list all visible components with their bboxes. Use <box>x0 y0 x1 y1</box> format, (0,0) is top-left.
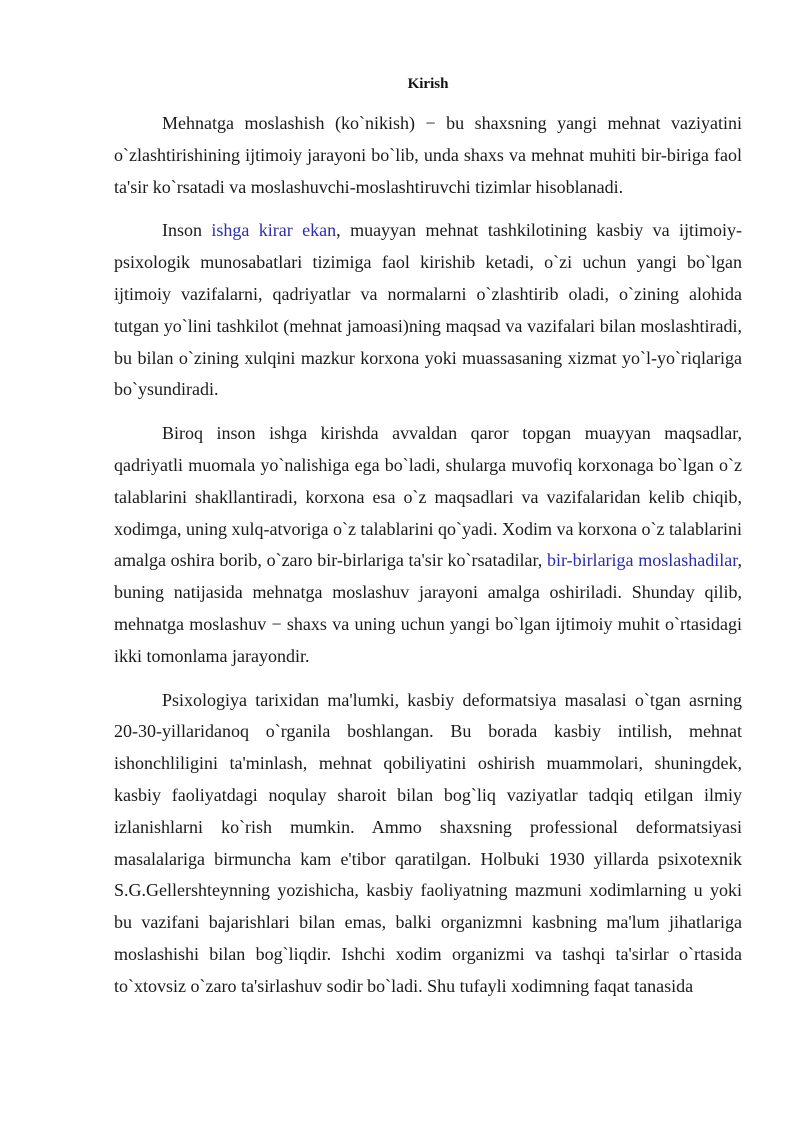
paragraph-2 <box>114 215 742 406</box>
paragraph-3-text-end: , buning natijasida mehnatga moslashuv jarayoni amalga oshiriladi. Shunday qilib, mehnatga moslashuv − shaxs va uning uchun yangi bo`lgan ijtimoiy muhit o`rtasidagi ikki tomonlama jarayondir. <box>114 550 742 666</box>
paragraph-4: Psixologiya tarixidan ma'lumki, kasbiy deformatsiya masalasi o`tgan asrning 20-30-yillaridanoq o`rganila boshlangan. Bu borada kasbiy intilish, mehnat ishonchliligini ta'minlash, mehnat qobiliyatini oshirish muammolari, shuningdek, kasbiy faoliyatdagi noqulay sharoit bilan bog`liq vaziyatlar tadqiq etilgan ilmiy izlanishlarni ko`rish mumkin. Ammo shaxsning professional deformatsiyasi masalalariga birmuncha kam e'tibor qaratilgan. Holbuki 1930 yillarda psixotexnik S.G.Gellershteynning yozishicha, kasbiy faoliyatning mazmuni xodimlarning u yoki bu vazifani bajarishlari bilan emas, balki organizmni kasbning ma'lum jihatlariga moslashishi bilan bog`liqdir. Ishchi xodim organizmi va tashqi ta'sirlar o`rtasida to`xtovsiz o`zaro ta'sirlashuv sodir bo`ladi. Shu tufayli xodimning faqat tanasida <box>114 689 742 996</box>
paragraph-1: Mehnatga moslashish (ko`nikish) − bu shaxsning yangi mehnat vaziyatini o`zlashtirishining ijtimoiy jarayoni bo`lib, unda shaxs va mehnat muhiti bir-biriga faol ta'sir ko`rsatadi va moslashuvchi-moslashtiruvchi tizimlar hisoblanadi. <box>114 113 742 197</box>
paragraph-2-text-start: Inson <box>162 220 212 241</box>
paragraph-3 <box>114 418 742 672</box>
paragraph-2-text-end: , muayyan mehnat tashkilotining kasbiy va ijtimoiy-psixologik munosabatlari tizimiga faol kirishib ketadi, o`zi uchun yangi bo`lgan ijtimoiy vazifalarni, qadriyatlar va normalarni o`zlashtirib oladi, o`zining alohida tutgan yo`lini tashkilot (mehnat jamoasi)ning maqsad va vazifalari bilan moslashtiradi, bu bilan o`zining xulqini mazkur korxona yoki muassasaning xizmat yo`l-yo`riqlariga bo`ysundiradi. <box>114 220 743 400</box>
page-title: Kirish <box>407 76 449 92</box>
hyperlink-bir-birlariga-moslashadilar[interactable]: bir-birlariga moslashadilar <box>546 550 738 571</box>
hyperlink-ishga-kirar-ekan[interactable]: ishga kirar ekan <box>211 220 337 241</box>
paragraph-3-text-start: Biroq inson ishga kirishda avvaldan qaror topgan muayyan maqsadlar, qadriyatli muomala yo`nalishiga ega bo`ladi, shularga muvofiq korxonaga bo`lgan o`z talablarini shakllantiradi, korxona esa o`z maqsadlari va vazifalaridan kelib chiqib, xodimga, uning xulq-atvoriga o`z talablarini qo`yadi. Xodim va korxona o`z talablarini amalga oshira borib, o`zaro bir-birlariga ta'sir ko`rsatadilar, <box>114 423 742 571</box>
document-body <box>114 108 742 1015</box>
